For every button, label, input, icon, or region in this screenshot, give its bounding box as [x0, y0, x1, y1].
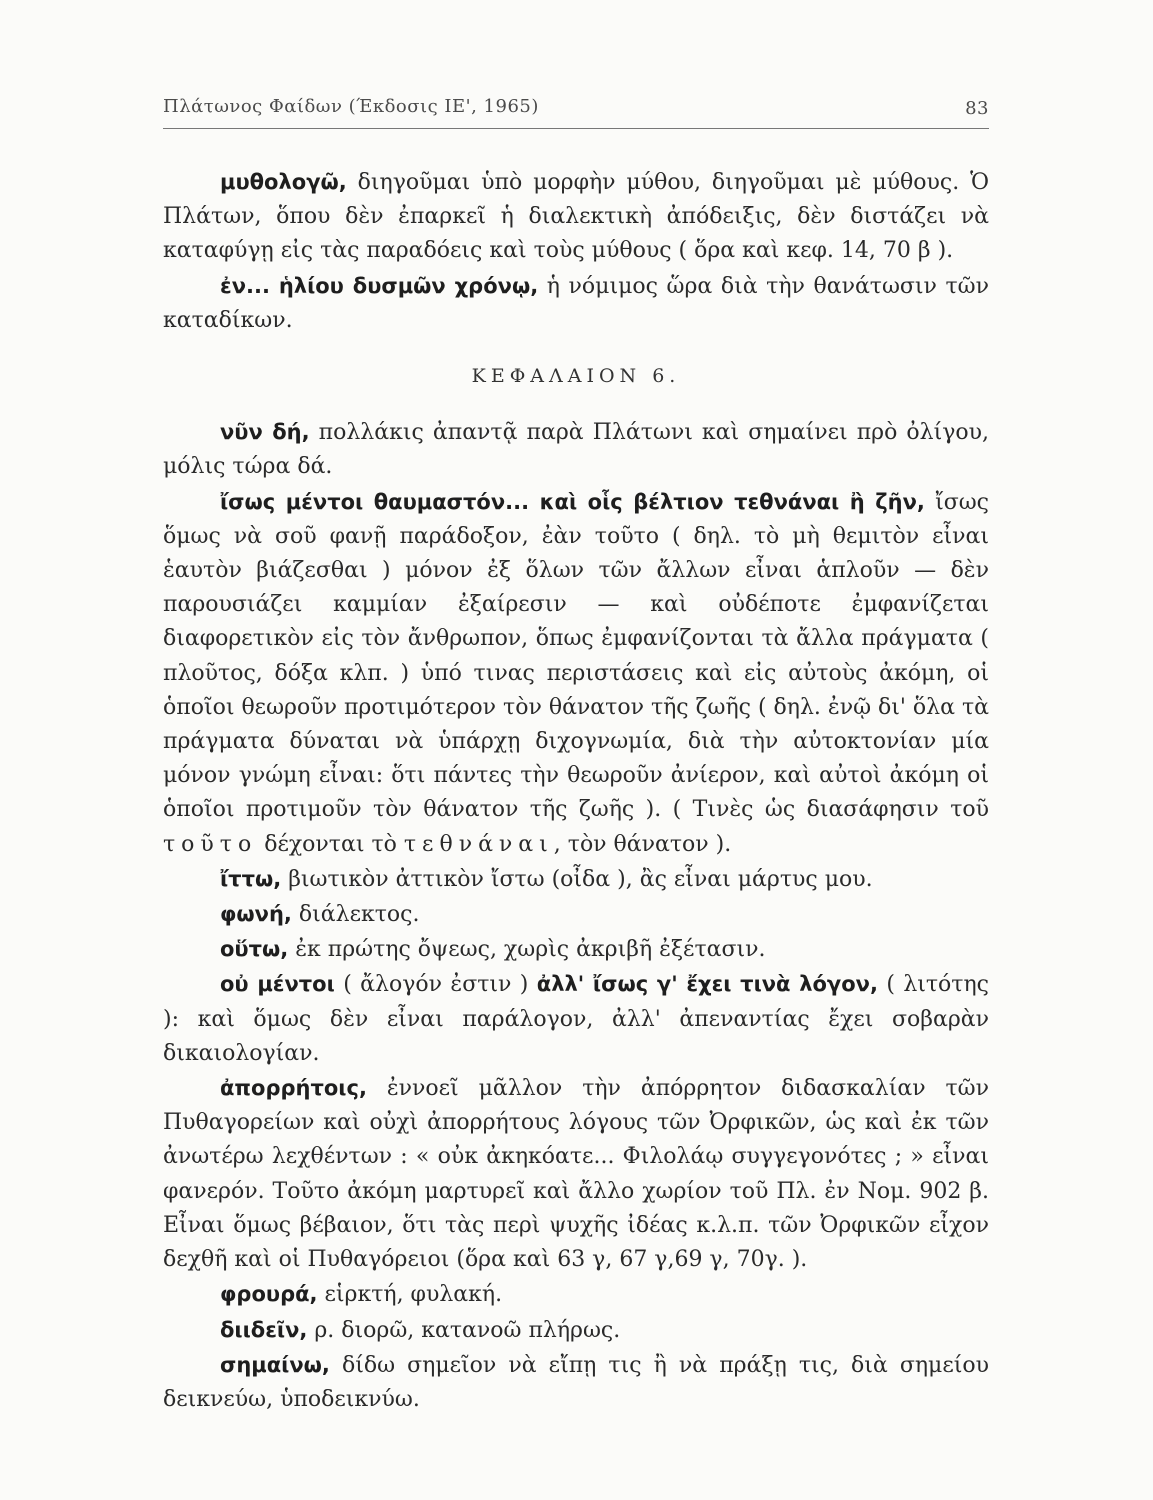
note-text: ἡ νόμιμος ὥρα διὰ τὴν θανάτωσιν τῶν καταδίκων. — [163, 273, 989, 333]
note-text: πολλάκις ἀπαντᾷ παρὰ Πλάτωνι καὶ σημαίνει πρὸ ὀλίγου, μόλις τώρα δά. — [163, 420, 989, 480]
page-number: 83 — [965, 98, 989, 119]
note-itto — [163, 862, 989, 897]
lemma: σημαίνω, — [220, 1352, 330, 1377]
spaced-word: τοῦτο — [163, 831, 258, 857]
lemma: ἀπορρήτοις, — [220, 1076, 367, 1101]
note-text: δέχονται τὸ — [257, 831, 404, 857]
lemma: διιδεῖν, — [220, 1317, 308, 1342]
lemma: ἴττω, — [220, 866, 282, 891]
lemma: ἴσως μέντοι θαυμαστόν... καὶ οἷς βέλτιον τεθνάναι ἢ ζῆν, — [220, 489, 925, 514]
running-header — [163, 96, 989, 117]
lemma: φρουρά, — [220, 1282, 318, 1307]
header-title: Πλάτωνος Φαίδων (Έκδοσις ΙΕ', 1965) — [163, 96, 539, 117]
chapter-heading: ΚΕΦΑΛΑΙΟΝ 6. — [471, 365, 681, 388]
note-text: , τὸν θάνατον ). — [553, 831, 732, 857]
note-semaino — [163, 1348, 989, 1417]
note-text: εἱρκτή, φυλακή. — [317, 1282, 503, 1308]
lemma: μυθολογῶ, — [220, 170, 347, 194]
note-phroura — [163, 1277, 989, 1312]
lemma: οὕτω, — [220, 937, 289, 962]
note-text: βιωτικὸν ἀττικὸν ἴστω (οἶδα ), ἂς εἶναι μάρτυς μου. — [281, 866, 873, 892]
note-heliou-dysmon — [163, 269, 989, 338]
note-nyn-de — [163, 415, 989, 484]
note-aporretois — [163, 1071, 989, 1277]
note-mythologo — [163, 165, 989, 269]
note-text: ἐκ πρώτης ὄψεως, χωρὶς ἀκριβῆ ἐξέτασιν. — [288, 937, 766, 963]
note-phone — [163, 897, 989, 932]
note-text: ρ. διορῶ, κατανοῶ πλήρως. — [307, 1317, 621, 1343]
lemma: ἐν... ἡλίου δυσμῶν χρόνῳ, — [220, 273, 539, 298]
lemma: νῦν δή, — [220, 420, 310, 445]
lemma: οὐ μέντοι — [220, 972, 335, 997]
note-text: ( λιτότης ): καὶ ὅμως δὲν εἶναι παράλογον, ἀλλ' ἀπεναντίας ἔχει σοβαρὰν δικαιολογίαν. — [163, 972, 989, 1066]
note-diidein — [163, 1313, 989, 1348]
note-text: ἐννοεῖ μᾶλλον τὴν ἀπόρρητον διδασκαλίαν τῶν Πυθαγορείων καὶ οὐχὶ ἀπορρήτους λόγους τῶν Ὀρφικῶν, ὡς καὶ ἐκ τῶν ἀνωτέρω λεχθέντων : « οὐκ ἀκηκόατε... Φιλολάῳ συγγεγονότες ; » εἶναι φανερόν. Τοῦτο ἀκόμη μαρτυρεῖ καὶ ἄλλο χωρίον τοῦ Πλ. ἐν Νομ. 902 β. Εἶναι ὅμως βέβαιον, ὅτι τὰς περὶ ψυχῆς ἰδέας κ.λ.π. τῶν Ὀρφικῶν εἶχον δεχθῆ καὶ οἱ Πυθαγόρειοι (ὅρα καὶ 63 γ, 67 γ,69 γ, 70γ. ). — [163, 1076, 989, 1273]
note-text: διηγοῦμαι ὑπὸ μορφὴν μύθου, διηγοῦμαι μὲ μύθους. Ὁ Πλάτων, ὅπου δὲν ἐπαρκεῖ ἡ διαλεκτικὴ ἀπόδειξις, δὲν διστάζει νὰ καταφύγῃ εἰς τὰς παραδόεις καὶ τοὺς μύθους ( ὅρα καὶ κεφ. 14, 70 β ). — [163, 170, 989, 264]
spaced-word: τεθνάναι — [403, 831, 554, 857]
commentary-body — [163, 165, 989, 1417]
note-ou-mentoi — [163, 967, 989, 1071]
note-text: ἴσως ὅμως νὰ σοῦ φανῇ παράδοξον, ἐὰν τοῦτο ( δηλ. τὸ μὴ θεμιτὸν εἶναι ἑαυτὸν βιάζεσθαι ) μόνον ἐξ ὅλων τῶν ἄλλων εἶναι ἁπλοῦν — δὲν παρουσιάζει καμμίαν ἐξαίρεσιν — καὶ οὐδέποτε ἐμφανίζεται διαφορετικὸν εἰς τὸν ἄνθρωπον, ὅπως ἐμφανίζονται τὰ ἄλλα πράγματα ( πλοῦτος, δόξα κλπ. ) ὑπό τινας περιστάσεις καὶ εἰς αὐτοὺς ἀκόμη, οἱ ὁποῖοι θεωροῦν προτιμότερον τὸν θάνατον τῆς ζωῆς ( δηλ. ἐνῷ δι' ὅλα τὰ πράγματα δύναται νὰ ὑπάρχῃ διχογνωμία, διὰ τὴν αὐτοκτονίαν μία μόνον γνώμη εἶναι: ὅτι πάντες τὴν θεωροῦν ἀνίερον, καὶ αὐτοὶ ἀκόμη οἱ ὁποῖοι προτιμοῦν τὸν θάνατον τῆς ζωῆς ). ( Τινὲς ὡς διασάφησιν τοῦ — [163, 489, 989, 823]
header-rule — [163, 128, 989, 129]
lemma: ἀλλ' ἴσως γ' ἔχει τινὰ λόγον, — [536, 972, 878, 997]
lemma: φωνή, — [220, 902, 292, 927]
note-houto — [163, 932, 989, 967]
note-text: ( ἄλογόν ἐστιν ) — [334, 972, 537, 998]
note-text: δίδω σημεῖον νὰ εἴπῃ τις ἢ νὰ πράξῃ τις, διὰ σημείου δεικνεύω, ὑποδεικνύω. — [163, 1352, 989, 1412]
note-isos-mentoi — [163, 485, 989, 862]
note-text: διάλεκτος. — [291, 902, 420, 928]
